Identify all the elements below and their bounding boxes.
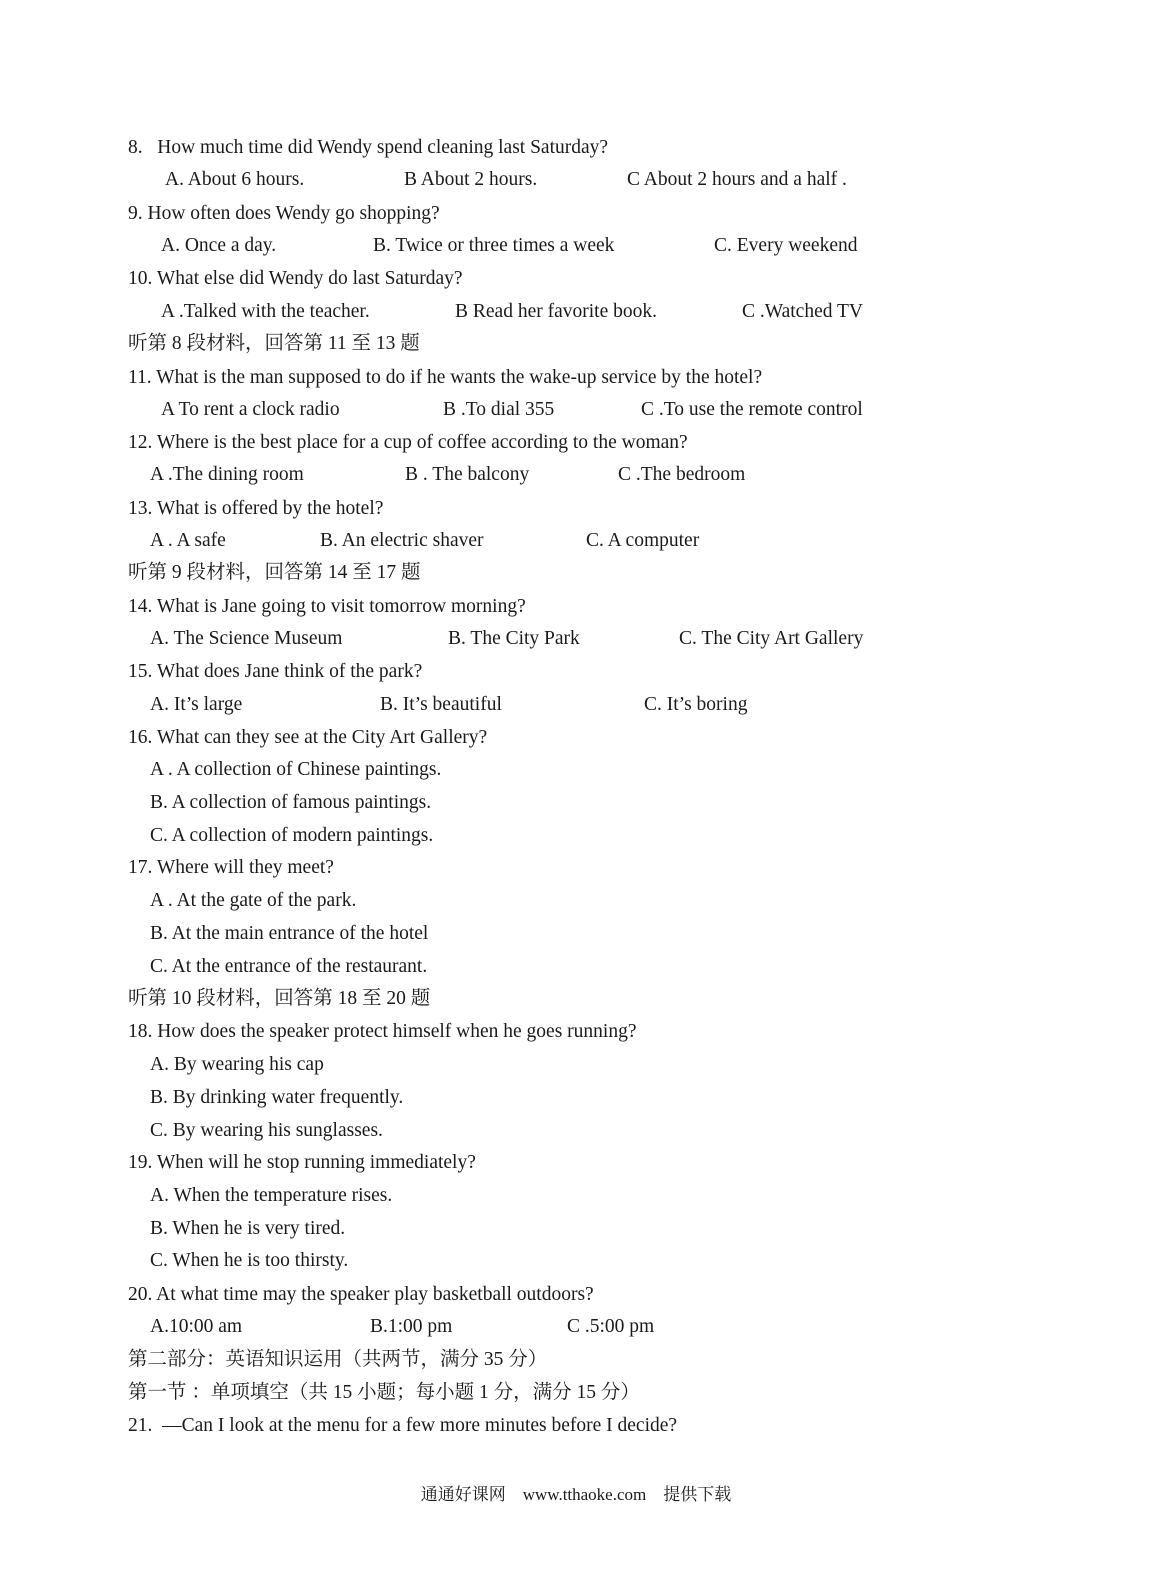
footer-watermark: 通通好课网 www.tthaoke.com 提供下载 [420, 1485, 732, 1504]
section-heading: 第一节 ：单项填空（共 15 小题；每小题 1 分，满分 15 分） [128, 1382, 640, 1403]
option-c: C .5:00 pm [567, 1316, 655, 1337]
question-20: 20. At what time may the speaker play basketball outdoors? [128, 1284, 594, 1305]
option-a: A .Talked with the teacher. [161, 301, 370, 322]
question-12-options [0, 463, 1152, 487]
question-16-option-b: B. A collection of famous paintings. [150, 792, 432, 813]
question-12: 12. Where is the best place for a cup of coffee according to the woman? [128, 432, 688, 453]
question-14-options [0, 627, 1152, 651]
question-19: 19. When will he stop running immediately? [128, 1152, 476, 1173]
section-heading-9: 听第 9 段材料，回答第 14 至 17 题 [128, 562, 421, 583]
option-c: C .The bedroom [618, 464, 746, 485]
question-10: 10. What else did Wendy do last Saturday? [128, 268, 463, 289]
option-b: B. Twice or three times a week [373, 235, 615, 256]
option-b: B. The City Park [448, 628, 580, 649]
question-17: 17. Where will they meet? [128, 857, 334, 878]
question-9-options [0, 234, 1152, 258]
option-a: A To rent a clock radio [161, 399, 340, 420]
question-18-option-c: C. By wearing his sunglasses. [150, 1120, 383, 1141]
question-14: 14. What is Jane going to visit tomorrow morning? [128, 596, 526, 617]
question-16-option-a: A . A collection of Chinese paintings. [150, 759, 442, 780]
question-19-option-b: B. When he is very tired. [150, 1218, 346, 1239]
option-c: C About 2 hours and a half . [627, 169, 847, 190]
option-c: C. Every weekend [714, 235, 858, 256]
option-a: A .The dining room [150, 464, 304, 485]
option-b: B. It’s beautiful [380, 694, 502, 715]
question-8: 8. How much time did Wendy spend cleaning last Saturday? [128, 137, 609, 158]
option-a: A . A safe [150, 530, 226, 551]
question-17-option-a: A . At the gate of the park. [150, 890, 357, 911]
option-b: B .To dial 355 [443, 399, 555, 420]
option-c: C. The City Art Gallery [679, 628, 864, 649]
question-18-option-b: B. By drinking water frequently. [150, 1087, 404, 1108]
question-15: 15. What does Jane think of the park? [128, 661, 423, 682]
question-16-option-c: C. A collection of modern paintings. [150, 825, 434, 846]
option-a: A. It’s large [150, 694, 243, 715]
option-c: C. A computer [586, 530, 700, 551]
question-16: 16. What can they see at the City Art Gallery? [128, 727, 488, 748]
option-c: C .Watched TV [742, 301, 863, 322]
section-heading-10: 听第 10 段材料，回答第 18 至 20 题 [128, 988, 431, 1009]
question-13: 13. What is offered by the hotel? [128, 498, 384, 519]
option-c: C .To use the remote control [641, 399, 863, 420]
question-13-options [0, 529, 1152, 553]
part-heading: 第二部分：英语知识运用（共两节，满分 35 分） [128, 1349, 548, 1370]
option-a: A.10:00 am [150, 1316, 243, 1337]
question-19-option-c: C. When he is too thirsty. [150, 1250, 349, 1271]
question-19-option-a: A. When the temperature rises. [150, 1185, 393, 1206]
question-15-options [0, 693, 1152, 717]
question-18: 18. How does the speaker protect himself when he goes running? [128, 1021, 637, 1042]
question-20-options [0, 1315, 1152, 1339]
question-9: 9. How often does Wendy go shopping? [128, 203, 440, 224]
option-a: A. Once a day. [161, 235, 277, 256]
question-17-option-b: B. At the main entrance of the hotel [150, 923, 429, 944]
question-11-options [0, 398, 1152, 422]
option-b: B About 2 hours. [404, 169, 538, 190]
option-b: B Read her favorite book. [455, 301, 657, 322]
question-10-options [0, 300, 1152, 324]
question-18-option-a: A. By wearing his cap [150, 1054, 324, 1075]
option-a: A. The Science Museum [150, 628, 343, 649]
option-a: A. About 6 hours. [165, 169, 305, 190]
option-b: B.1:00 pm [370, 1316, 453, 1337]
option-c: C. It’s boring [644, 694, 748, 715]
section-heading-8: 听第 8 段材料，回答第 11 至 13 题 [128, 333, 420, 354]
option-b: B. An electric shaver [320, 530, 484, 551]
option-b: B . The balcony [405, 464, 530, 485]
question-17-option-c: C. At the entrance of the restaurant. [150, 956, 428, 977]
question-11: 11. What is the man supposed to do if he wants the wake-up service by the hotel? [128, 367, 763, 388]
question-8-options [0, 168, 1152, 192]
question-21: 21. —Can I look at the menu for a few more minutes before I decide? [128, 1415, 678, 1436]
